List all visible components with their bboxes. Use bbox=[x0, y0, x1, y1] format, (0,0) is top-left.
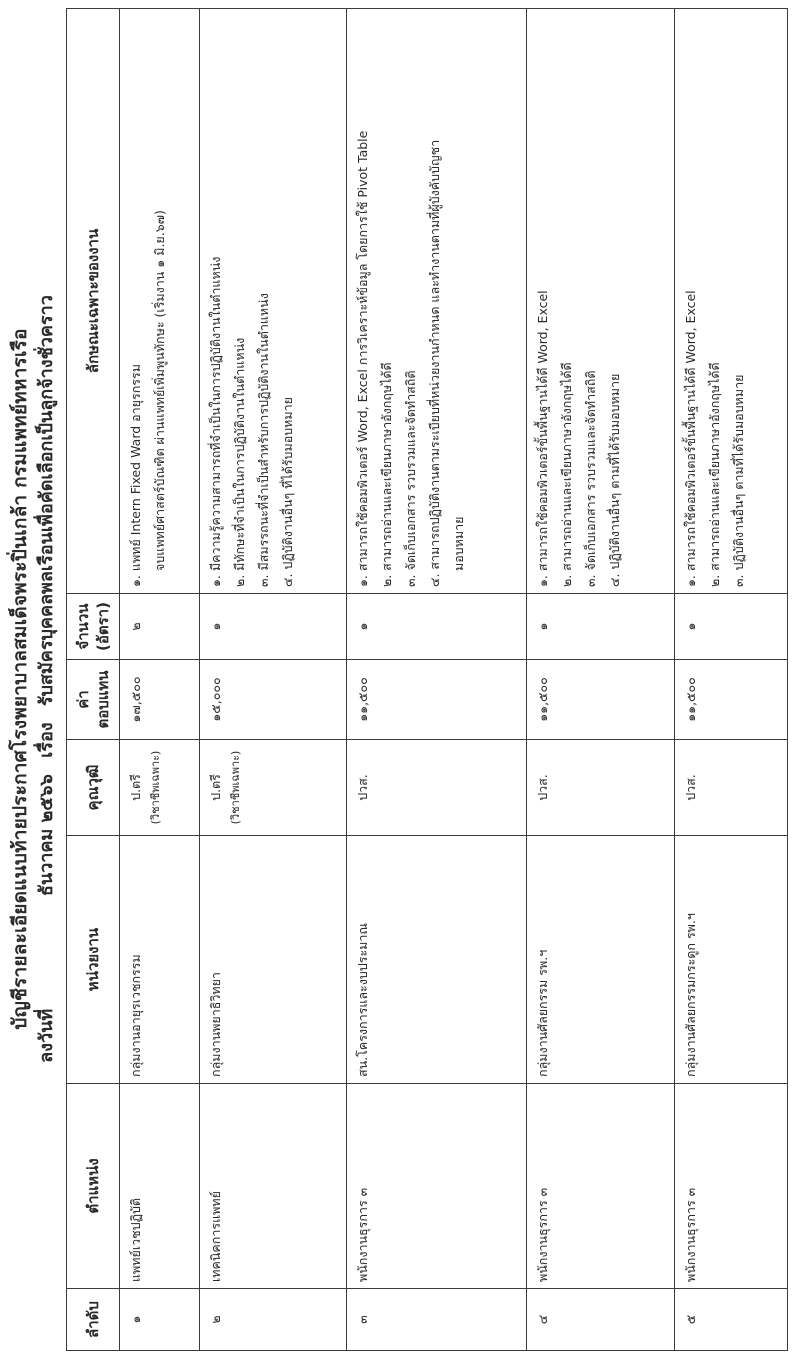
row-qualification: ปวส. bbox=[674, 740, 787, 836]
document-subject: รับสมัครบุคคลพลเรือนเพื่อคัดเลือกเป็นลูกจ้างชั่วคราว bbox=[36, 295, 57, 707]
duty-item: จบแพทย์ศาสตร์บัณฑิต ผ่านแพทย์เพิ่มพูนทักษะ (เริ่มงาน ๑ มิ.ย.๖๗) bbox=[152, 210, 167, 571]
col-header-duties: ลักษณะเฉพาะของงาน bbox=[67, 9, 120, 594]
row-duties bbox=[120, 9, 200, 594]
row-count: ๑ bbox=[346, 594, 527, 660]
row-unit: สน.โครงการและงบประมาณ bbox=[346, 836, 527, 1084]
row-duties bbox=[199, 9, 346, 594]
col-header-position: ตำแหน่ง bbox=[67, 1084, 120, 1289]
row-pay: ๑๑,๕๐๐ bbox=[346, 660, 527, 740]
duty-item: ๓. จัดเก็บเอกสาร รวบรวมและจัดทำสถิติ bbox=[583, 370, 599, 587]
table-row bbox=[527, 9, 674, 1351]
table-header-row bbox=[67, 9, 120, 1351]
document-date: ธันวาคม ๒๕๖๖ bbox=[36, 774, 57, 897]
row-pay: ๑๑,๕๐๐ bbox=[674, 660, 787, 740]
col-header-no: ลำดับ bbox=[67, 1289, 120, 1351]
qualification-note: (วิชาชีพเฉพาะ) bbox=[149, 750, 162, 825]
duty-item: ๒. สามารถอ่านและเขียนภาษาอังกฤษได้ดี bbox=[706, 362, 722, 587]
row-count: ๑ bbox=[527, 594, 674, 660]
row-no: ๕ bbox=[674, 1289, 787, 1351]
row-position: พนักงานธุรการ ๓ bbox=[674, 1084, 787, 1289]
dated-label: ลงวันที่ bbox=[36, 1008, 57, 1063]
row-duties bbox=[674, 9, 787, 594]
duty-item: ๓. จัดเก็บเอกสาร รวบรวมและจัดทำสถิติ bbox=[402, 370, 418, 587]
document-title: บัญชีรายละเอียดแนบท้ายประกาศโรงพยาบาลสมเด็จพระปิ่นเกล้า กรมแพทย์ทหารเรือ bbox=[9, 328, 31, 1030]
duty-item: ๑. สามารถใช้คอมพิวเตอร์ขั้นพื้นฐานได้ดี Word, Excel bbox=[682, 290, 698, 587]
duty-item: ๔. ปฏิบัติงานอื่นๆ ที่ได้รับมอบหมาย bbox=[279, 397, 295, 587]
duty-item: ๑. แพทย์ Intern Fixed Ward อายุรกรรม bbox=[128, 364, 143, 587]
row-count: ๒ bbox=[120, 594, 200, 660]
col-header-qualification: คุณวุฒิ bbox=[67, 740, 120, 836]
duty-item: ๑. มีความรู้ความสามารถที่จำเป็นในการปฏิบัติงานในตำแหน่ง bbox=[207, 256, 223, 587]
col-header-count: จำนวน (อัตรา) bbox=[67, 594, 120, 660]
row-pay: ๑๕,๐๐๐ bbox=[199, 660, 346, 740]
row-count: ๑ bbox=[674, 594, 787, 660]
title-block bbox=[6, 39, 60, 1319]
row-position: เทคนิคการแพทย์ bbox=[199, 1084, 346, 1289]
duty-item: ๒. มีทักษะที่จำเป็นในการปฏิบัติงานในตำแหน่ง bbox=[231, 337, 247, 587]
row-no: ๒ bbox=[199, 1289, 346, 1351]
document-subtitle bbox=[34, 39, 60, 1319]
qualification-text: ป.ตรี bbox=[207, 774, 223, 801]
row-unit: กลุ่มงานศัลยกรรมกระดูก รพ.ฯ bbox=[674, 836, 787, 1084]
col-header-pay: ค่าตอบแทน bbox=[67, 660, 120, 740]
table-row bbox=[199, 9, 346, 1351]
duty-item: มอบหมาย bbox=[450, 516, 466, 571]
row-qualification: ปวส. bbox=[527, 740, 674, 836]
qualification-text: ป.ตรี bbox=[128, 774, 143, 801]
row-pay: ๑๑,๕๐๐ bbox=[527, 660, 674, 740]
duty-item: ๒. สามารถอ่านและเขียนภาษาอังกฤษได้ดี bbox=[378, 362, 394, 587]
row-pay: ๑๗,๕๐๐ bbox=[120, 660, 200, 740]
row-count: ๑ bbox=[199, 594, 346, 660]
row-no: ๔ bbox=[527, 1289, 674, 1351]
job-table-wrapper bbox=[66, 8, 788, 1351]
row-duties bbox=[346, 9, 527, 594]
row-unit: กลุ่มงานอายุรเวชกรรม bbox=[120, 836, 200, 1084]
row-position: พนักงานธุรการ ๓ bbox=[346, 1084, 527, 1289]
row-unit: กลุ่มงานศัลยกรรม รพ.ฯ bbox=[527, 836, 674, 1084]
duty-item: ๓. มีสมรรถนะที่จำเป็นสำหรับการปฏิบัติงานในตำแหน่ง bbox=[255, 293, 271, 587]
qualification-note: (วิชาชีพเฉพาะ) bbox=[228, 750, 242, 825]
duty-item: ๒. สามารถอ่านและเขียนภาษาอังกฤษได้ดี bbox=[559, 362, 575, 587]
duty-item: ๔. สามารถปฏิบัติงานตามระเบียบที่หน่วยงานกำหนด และทำงานตามที่ผู้บังคับบัญชา bbox=[426, 139, 442, 587]
table-row bbox=[346, 9, 527, 1351]
row-no: ๑ bbox=[120, 1289, 200, 1351]
row-position: แพทย์เวชปฏิบัติ bbox=[120, 1084, 200, 1289]
row-qualification bbox=[120, 740, 200, 836]
col-header-unit: หน่วยงาน bbox=[67, 836, 120, 1084]
row-no: ๓ bbox=[346, 1289, 527, 1351]
duty-item: ๑. สามารถใช้คอมพิวเตอร์ขั้นพื้นฐานได้ดี Word, Excel bbox=[535, 290, 551, 587]
row-qualification bbox=[199, 740, 346, 836]
row-unit: กลุ่มงานพยาธิวิทยา bbox=[199, 836, 346, 1084]
table-row bbox=[674, 9, 787, 1351]
row-duties bbox=[527, 9, 674, 594]
duty-item: ๓. ปฏิบัติงานอื่นๆ ตามที่ได้รับมอบหมาย bbox=[730, 374, 746, 587]
row-position: พนักงานธุรการ ๓ bbox=[527, 1084, 674, 1289]
duty-item: ๑. สามารถใช้คอมพิวเตอร์ Word, Excel การวิเคราะห์ข้อมูล โดยการใช้ Pivot Table bbox=[354, 130, 370, 587]
table-row bbox=[120, 9, 200, 1351]
subject-label: เรื่อง bbox=[36, 722, 57, 758]
job-table bbox=[66, 8, 788, 1351]
row-qualification: ปวส. bbox=[346, 740, 527, 836]
duty-item: ๔. ปฏิบัติงานอื่นๆ ตามที่ได้รับมอบหมาย bbox=[607, 373, 623, 587]
